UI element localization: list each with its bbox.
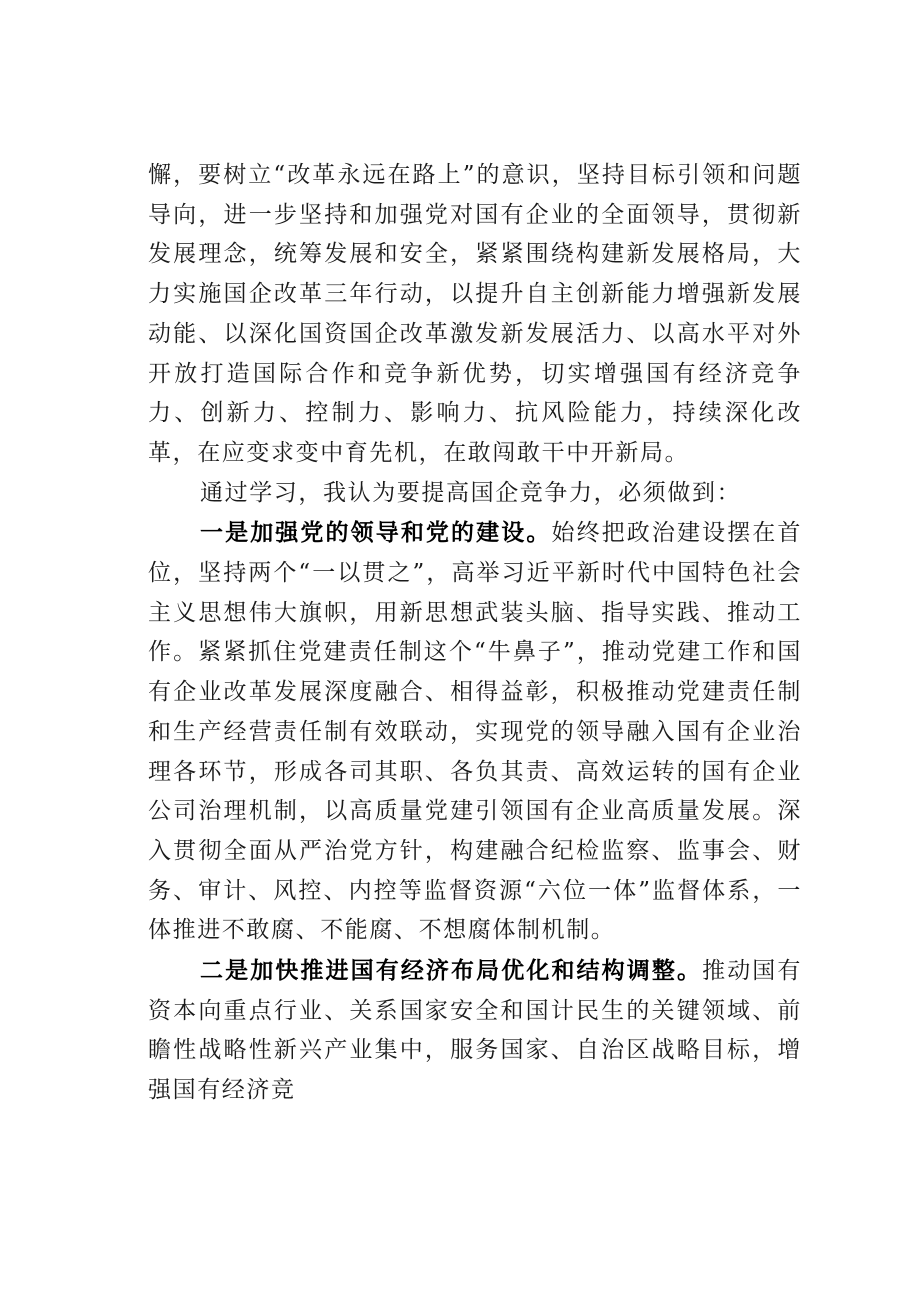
paragraph-lead-heading: 二是加快推进国有经济布局优化和结构调整。	[200, 957, 703, 985]
paragraph-point-one	[148, 513, 802, 951]
paragraph-text: 始终把政治建设摆在首位，坚持两个“一以贯之”，高举习近平新时代中国特色社会主义思想伟大旗帜，用新思想武装头脑、指导实践、推动工作。紧紧抓住党建责任制这个“牛鼻子”，推动党建工作和国有企业改革发展深度融合、相得益彰，积极推动党建责任制和生产经营责任制有效联动，实现党的领导融入国有企业治理各环节，形成各司其职、各负其责、高效运转的国有企业公司治理机制，以高质量党建引领国有企业高质量发展。深入贯彻全面从严治党方针，构建融合纪检监察、监事会、财务、审计、风控、内控等监督资源“六位一体”监督体系，一体推进不敢腐、不能腐、不想腐体制机制。	[148, 520, 803, 944]
paragraph-intro	[148, 474, 802, 514]
paragraph-text: 通过学习，我认为要提高国企竞争力，必须做到：	[200, 479, 742, 506]
paragraph-point-two	[148, 951, 802, 1111]
paragraph-lead-heading: 一是加强党的领导和党的建设。	[200, 519, 552, 547]
paragraph-text: 推动国有资本向重点行业、关系国家安全和国计民生的关键领域、前瞻性战略性新兴产业集中，服务国家、自治区战略目标，增强国有经济竞	[148, 958, 803, 1104]
paragraph-continuation	[148, 156, 802, 474]
document-body	[148, 156, 802, 1111]
paragraph-text: 懈，要树立“改革永远在路上”的意识，坚持目标引领和问题导向，进一步坚持和加强党对国有企业的全面领导，贯彻新发展理念，统筹发展和安全，紧紧围绕构建新发展格局，大力实施国企改革三年行动，以提升自主创新能力增强新发展动能、以深化国资国企改革激发新发展活力、以高水平对外开放打造国际合作和竞争新优势，切实增强国有经济竞争力、创新力、控制力、影响力、抗风险能力，持续深化改革，在应变求变中育先机，在敢闯敢干中开新局。	[148, 162, 802, 466]
